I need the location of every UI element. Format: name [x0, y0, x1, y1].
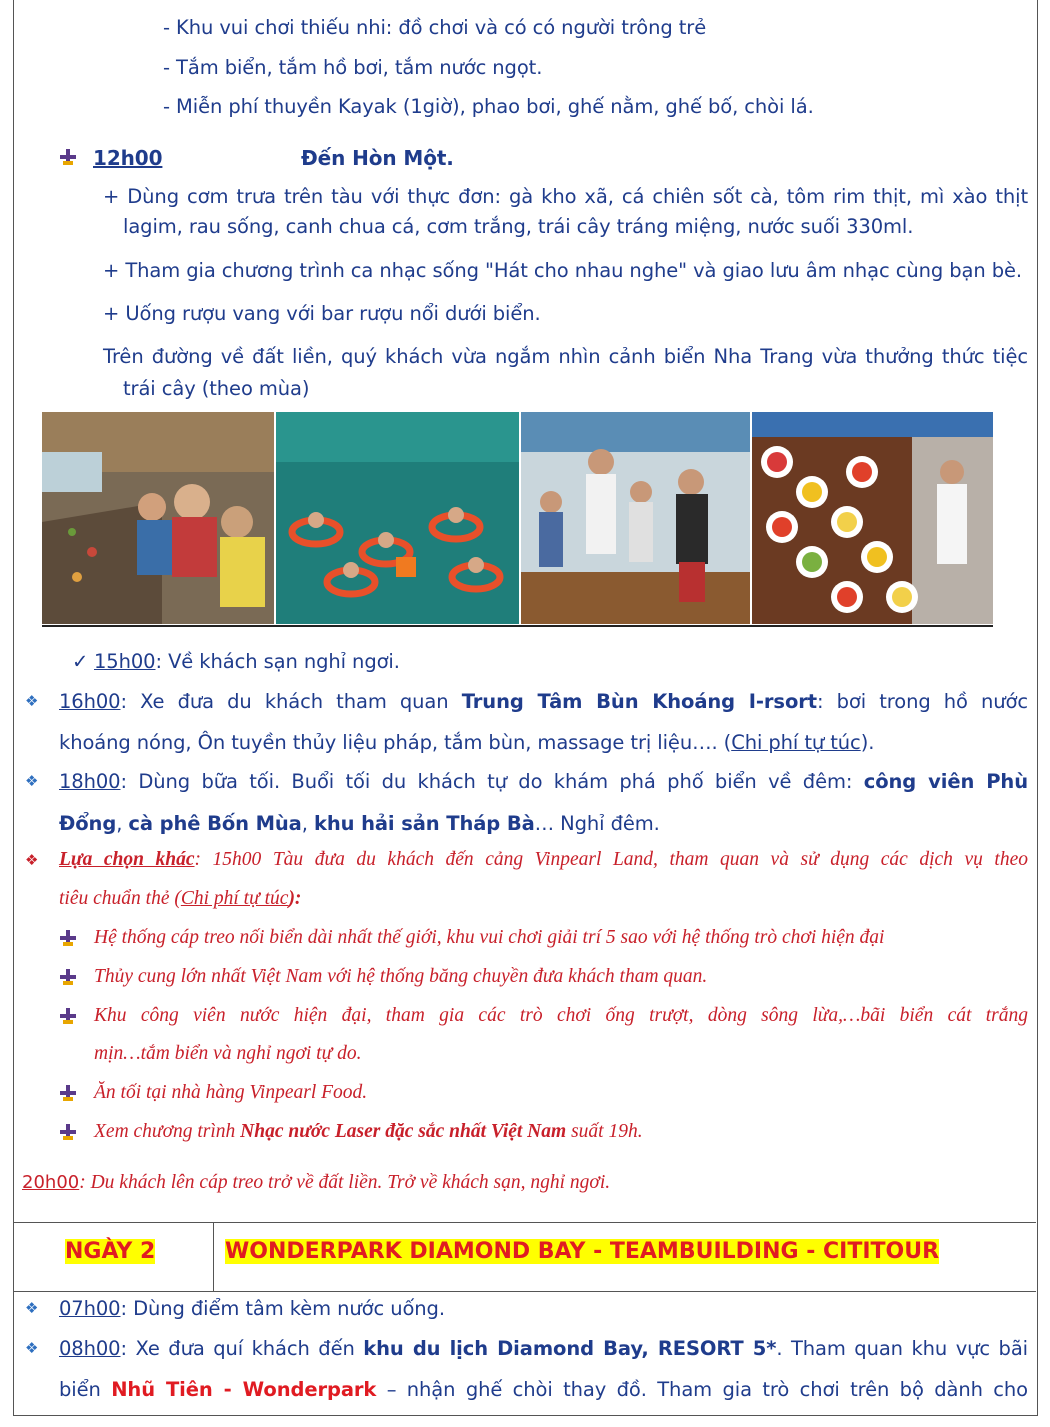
- option-header-cont: tiêu chuẩn thẻ (Chi phí tự túc):: [59, 888, 302, 909]
- top-item: - Khu vui chơi thiếu nhi: đồ chơi và có có người trông trẻ: [163, 16, 707, 39]
- photo-swimming: [276, 412, 519, 624]
- noon-title: Đến Hòn Một.: [301, 146, 454, 170]
- diamond-bullet-icon: ❖: [25, 1299, 39, 1317]
- check-item: 15h00: Về khách sạn nghỉ ngơi.: [94, 650, 400, 673]
- item-08h00-cont: biển Nhũ Tiên - Wonderpark – nhận ghế chòi thay đồ. Tham gia trò chơi trên bộ dành cho: [59, 1378, 1028, 1401]
- diamond-bullet-icon: ❖: [25, 1339, 39, 1357]
- photo-music-party: [521, 412, 750, 624]
- item-16h00: 16h00: Xe đưa du khách tham quan Trung Tâm Bùn Khoáng I-rsort: bơi trong hồ nước: [59, 690, 1028, 713]
- option-item: Xem chương trình Nhạc nước Laser đặc sắc nhất Việt Nam suất 19h.: [94, 1121, 643, 1142]
- photo-strip: [42, 412, 993, 624]
- noon-time: 12h00: [93, 146, 163, 170]
- noon-line: lagim, rau sống, canh chua cá, cơm trắng, trái cây tráng miệng, nước suối 330ml.: [123, 215, 914, 238]
- arrow-bullet-icon: [60, 1008, 76, 1024]
- day-title: WONDERPARK DIAMOND BAY - TEAMBUILDING - CITITOUR: [225, 1239, 940, 1264]
- diamond-bullet-icon: ❖: [25, 772, 39, 790]
- option-end: 20h00: Du khách lên cáp treo trở về đất liền. Trở về khách sạn, nghỉ ngơi.: [22, 1172, 611, 1193]
- top-item: - Tắm biển, tắm hồ bơi, tắm nước ngọt.: [163, 56, 543, 79]
- diamond-bullet-icon: ❖: [25, 851, 39, 869]
- day-label: NGÀY 2: [65, 1239, 156, 1264]
- photo-fruit-feast: [752, 412, 993, 624]
- option-item: Ăn tối tại nhà hàng Vinpearl Food.: [94, 1082, 368, 1103]
- arrow-bullet-icon: [60, 969, 76, 985]
- arrow-bullet-icon: [60, 930, 76, 946]
- photo-lunch-on-boat: [42, 412, 274, 624]
- arrow-bullet-icon: [60, 1124, 76, 1140]
- divider: [42, 625, 993, 627]
- arrow-bullet-icon: [60, 149, 76, 165]
- noon-line: Trên đường về đất liền, quý khách vừa ngắm nhìn cảnh biển Nha Trang vừa thưởng thức tiệc: [103, 345, 1028, 368]
- noon-line: + Tham gia chương trình ca nhạc sống "Hát cho nhau nghe" và giao lưu âm nhạc cùng bạn bè.: [103, 259, 1022, 282]
- option-item: Thủy cung lớn nhất Việt Nam với hệ thống băng chuyền đưa khách tham quan.: [94, 966, 708, 987]
- noon-line: trái cây (theo mùa): [123, 377, 310, 400]
- cell-divider: [213, 1223, 214, 1291]
- option-header: Lựa chọn khác: 15h00 Tàu đưa du khách đến cảng Vinpearl Land, tham quan và sử dụng các dịch vụ theo: [59, 849, 1028, 870]
- diamond-bullet-icon: ❖: [25, 692, 39, 710]
- item-16h00-cont: khoáng nóng, Ôn tuyền thủy liệu pháp, tắm bùn, massage trị liệu…. (Chi phí tự túc).: [59, 731, 875, 754]
- noon-line: + Uống rượu vang với bar rượu nổi dưới biển.: [103, 302, 541, 325]
- noon-line: + Dùng cơm trưa trên tàu với thực đơn: gà kho xã, cá chiên sốt cà, tôm rim thịt, mì xào thịt: [103, 185, 1028, 208]
- item-07h00: 07h00: Dùng điểm tâm kèm nước uống.: [59, 1297, 445, 1320]
- item-18h00-cont: Đổng, cà phê Bốn Mùa, khu hải sản Tháp Bà… Nghỉ đêm.: [59, 812, 660, 835]
- item-08h00: 08h00: Xe đưa quí khách đến khu du lịch Diamond Bay, RESORT 5*. Tham quan khu vực bãi: [59, 1337, 1028, 1360]
- option-item-cont: mịn…tắm biển và nghỉ ngơi tự do.: [94, 1043, 362, 1064]
- check-icon: ✓: [72, 650, 89, 673]
- option-item: Khu công viên nước hiện đại, tham gia các trò chơi ống trượt, dòng sông lừa,…bãi biển cát trắng: [94, 1005, 1028, 1026]
- item-18h00: 18h00: Dùng bữa tối. Buổi tối du khách tự do khám phá phố biển về đêm: công viên Phù: [59, 770, 1028, 793]
- option-item: Hệ thống cáp treo nối biển dài nhất thế giới, khu vui chơi giải trí 5 sao với hệ thống trò chơi hiện đại: [94, 927, 885, 948]
- arrow-bullet-icon: [60, 1085, 76, 1101]
- top-item: - Miễn phí thuyền Kayak (1giờ), phao bơi, ghế nằm, ghế bố, chòi lá.: [163, 95, 814, 118]
- day2-header-row: [13, 1222, 1036, 1292]
